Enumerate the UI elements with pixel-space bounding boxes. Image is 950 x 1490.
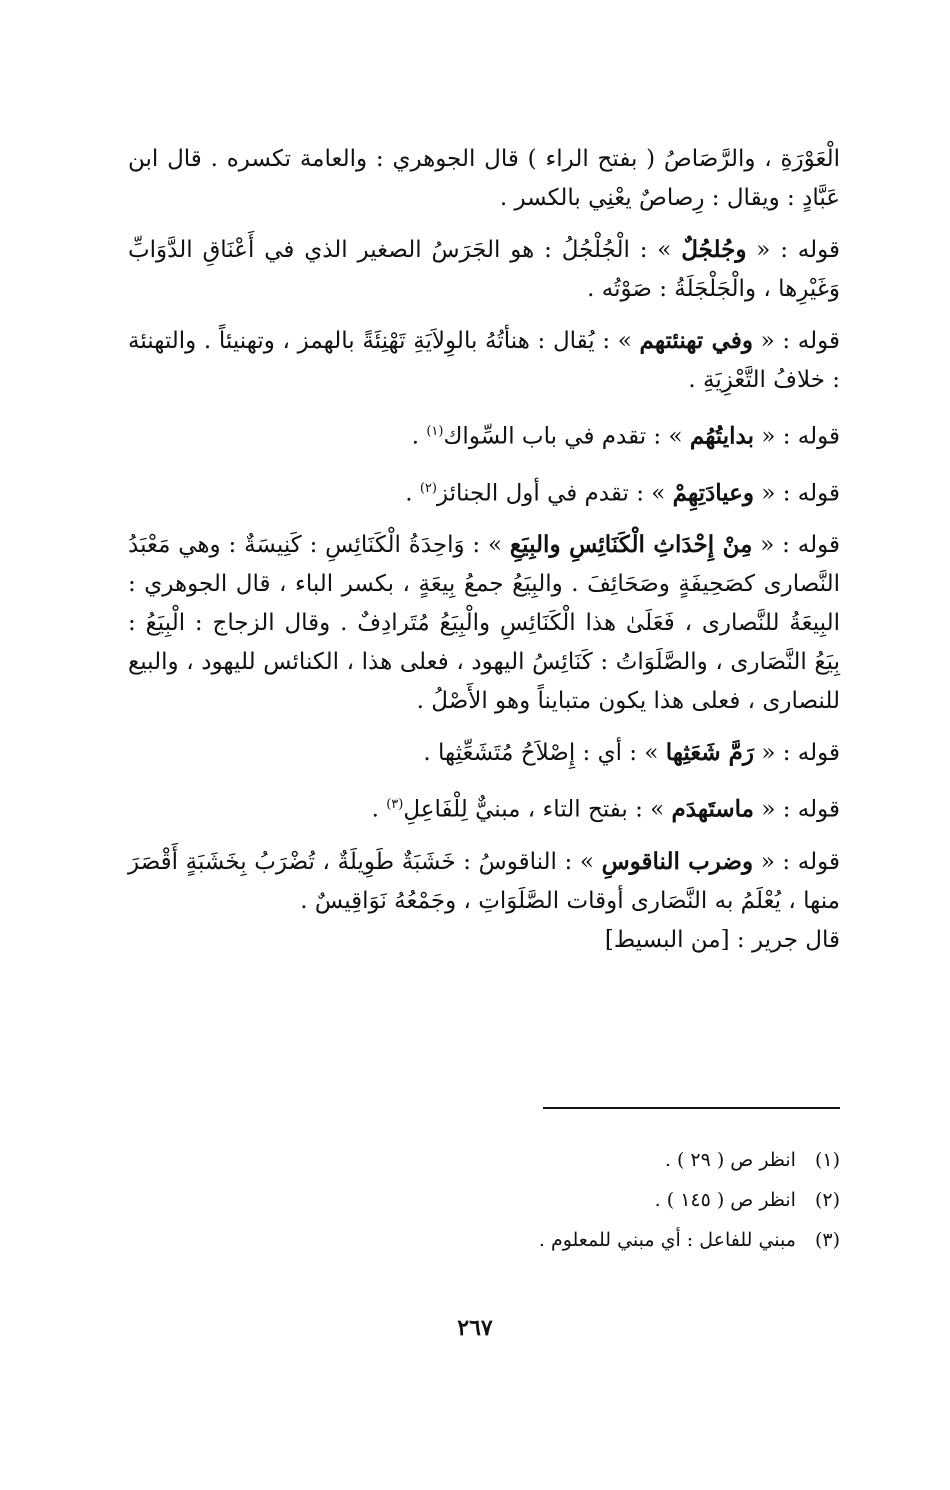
paragraph: قوله : « رَمَّ شَعَثِها » : أي : إِصْلاَحُ مُتَشَعِّثِها . xyxy=(423,739,840,767)
keyword: وضرب الناقوسِ xyxy=(601,847,754,875)
footnote-ref: (٣) xyxy=(386,797,404,813)
paragraph: قوله : « وفي تهنئتهم » : يُقال : هنأتُهُ بالوِلاَيَةِ تَهْنِئَةً بالهمز ، وتهنيئاً . والتهنئة : خلافُ التَّعْزِيَةِ . xyxy=(128,327,840,393)
paragraph: قوله : « وضرب الناقوسِ » : الناقوسُ : خَشَبَةٌ طَوِيلَةٌ ، تُضْرَبُ بِخَشَبَةٍ أَقْصَرَ منها ، يُعْلَمُ به النَّصَارى أوقات الصَّلَوَاتِ ، وجَمْعُهُ نَوَاقِيسٌ . xyxy=(128,847,840,914)
page-number: ٢٦٧ xyxy=(457,1315,493,1341)
keyword: رَمَّ شَعَثِها xyxy=(665,739,755,767)
footnotes xyxy=(128,1140,840,1260)
footnote-ref: (١) xyxy=(426,424,444,439)
paragraph: قوله : « وعيادَتِهِمْ » : تقدم في أول الجنائز$^{(٢)}$ . xyxy=(405,479,840,507)
keyword: وجُلجُلٌ xyxy=(681,236,747,263)
keyword: وعيادَتِهِمْ xyxy=(672,479,755,507)
keyword: مِنْ إِحْدَاثِ الْكَنَائِسِ والبِيَعِ xyxy=(509,531,753,559)
keyword: وفي تهنئتهم xyxy=(639,327,753,354)
footnote-text: انظر ص ( ١٤٥ ) . xyxy=(654,1189,796,1211)
keyword: بدايتُهُم xyxy=(689,422,755,450)
footnote-number: (٣) xyxy=(814,1229,840,1251)
footnote-number: (٢) xyxy=(814,1189,840,1211)
paragraph: قوله : « بدايتُهُم » : تقدم في باب السِّواك$^{(١)}$ . xyxy=(411,422,840,450)
paragraph: قوله : « مِنْ إِحْدَاثِ الْكَنَائِسِ والبِيَعِ » : وَاحِدَةُ الْكَنَائِسِ : كَنِيسَةٌ : وهي مَعْبَدُ النَّصارى كصَحِيفَةٍ وصَحَائِفَ . والبِيَعُ جمعُ بِيعَةٍ ، بكسر الباء ، قال الجوهري : البِيعَةُ للنَّصارى ، فَعَلَىٰ هذا الْكَنَائِسِ والْبِيَعُ مُتَرادِفٌ . وقال الزجاج : الْبِيَعُ : بِيَعُ النَّصَارى ، والصَّلَوَاتُ : كَنَائِسُ اليهود ، فعلى هذا ، الكنائس لليهود ، والبيع للنصارى ، فعلى هذا يكون متبايناً وهو الأَصْلُ . xyxy=(128,531,840,715)
footnote-text: انظر ص ( ٢٩ ) . xyxy=(664,1149,796,1171)
keyword: ماستَهدَم xyxy=(671,795,755,823)
main-text xyxy=(128,140,840,960)
verse-intro: قال جرير : [من البسيط] xyxy=(604,926,840,953)
paragraph: قوله : « وجُلجُلٌ » : الْجُلْجُلُ : هو الجَرَسُ الصغير الذي في أَعْنَاقِ الدَّوَابِّ وَغَيْرِها ، والْجَلْجَلَةُ : صَوْتُه . xyxy=(128,236,840,302)
footnote xyxy=(128,1140,840,1180)
footnote xyxy=(128,1220,840,1260)
footnote-number: (١) xyxy=(814,1149,840,1171)
footnote-text: مبني للفاعل : أي مبني للمعلوم . xyxy=(538,1229,796,1251)
footnote-separator xyxy=(543,1107,840,1109)
footnote xyxy=(128,1180,840,1220)
paragraph: قوله : « ماستَهدَم » : بفتح التاء ، مبنيٌّ لِلْفَاعِلِ$^{(٣)}$ . xyxy=(371,795,840,823)
footnote-ref: (٢) xyxy=(419,480,437,496)
paragraph: الْعَوْرَةِ ، والرَّصَاصُ ( بفتح الراء ) قال الجوهري : والعامة تكسره . قال ابن عَبَّادٍ : ويقال : رِصاصٌ يعْنِي بالكسر . xyxy=(128,146,840,211)
